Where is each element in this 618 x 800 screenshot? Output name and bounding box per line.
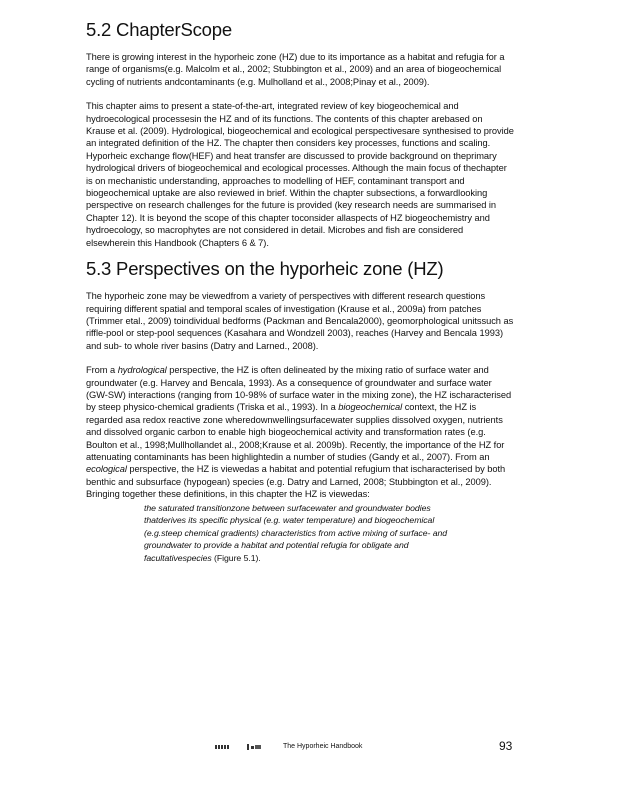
partner-logo-icon	[247, 744, 261, 750]
paragraph-scope-intro: There is growing interest in the hyporheic zone (HZ) due to its importance as a habitat and refugia for a range of organisms(e.g. Malcolm et al., 2002; Stubbington et al., 2009) and an area of biogeochemical cycling of nutrients andcontaminants (e.g. Mulholland et al., 2008;Pinay et al., 2009).	[86, 52, 505, 87]
section-heading-5-3: 5.3 Perspectives on the hyporheic zone (HZ)	[86, 258, 444, 280]
paragraph-perspectives: The hyporheic zone may be viewedfrom a variety of perspectives with different research questions requiring different spatial and temporal scales of investigation (Krause et al., 2009a) from patches (Trimmer etal., 2009) toindividual bedforms (Packman and Bencala2000), geomorphological unitssuch as riffle-pool or step-pool sequences (Kasahara and Wondzell 2003), reaches (Harvey and Bencala 1993) and sub- to whole river basins (Datry and Larned., 2008).	[86, 291, 514, 351]
section-heading-5-2: 5.2 ChapterScope	[86, 19, 232, 40]
paragraph-scope-aims: This chapter aims to present a state-of-the-art, integrated review of key biogeochemical and hydroecological processesin the HZ and of its functions. The contents of this chapter arebased on Krause et al. (2009). Hydrological, biogeochemical and ecological perspectivesare synthesised to provide an integrated definition of the HZ. The chapter then considers key processes, functions and scaling. Hyporheic exchange flow(HEF) and heat transfer are discussed to provide background on theprimary hydrological drivers of biogeochemical and ecological processes. Although the main focus of thechapter is on mechanistic understanding, approaches to modelling of HEF, contaminant transport and biogeochemical uptake are also reviewed in brief. Within the chapter subsections, a forwardlooking perspective on research challenges for the future is provided (key research needs are summarised in Chapter 12). It is beyond the scope of this chapter toconsider allaspects of HZ biogeochemistry and hydroecology, so macrophytes are not considered in detail. Microbes and fish are considered elsewherein this Handbook (Chapters 6 & 7).	[86, 101, 514, 248]
text-run: context, the HZ is regarded asa redox reactive zone wheredownwellingsurfacewater supplies dissolved oxygen, nutrients and dissolved organic carbon to enable high biogeochemical activity and transformation rates (e.g. Boulton et al., 1998;Mullhollandet al., 2008;Krause et al. 2009b). Recently, the importance of the HZ for attenuating contaminants has been highlightedin a number of studies (Gandy et al., 2007). From an	[86, 402, 505, 462]
emphasis-ecological: ecological	[86, 464, 127, 475]
page-number: 93	[499, 739, 513, 753]
text-run: perspective, the HZ is viewedas a habitat and potential refugium that ischaracterised by both benthic and subsurface (hypogean) species (e.g. Datry and Larned, 2008; Stubbington et al., 2009). Bringing together these definitions, in this chapter the HZ is viewedas:	[86, 464, 506, 500]
page-footer	[0, 739, 618, 755]
quote-text: the saturated transitionzone between surfacewater and groundwater bodies thatderives its specific physical (e.g. water temperature) and biogeochemical (e.g.steep chemical gradients) characteristics from active mixing of surface- and groundwater to provide a habitat and potential refugia for obligate and facultativespecies	[144, 502, 448, 563]
text-run: perspective, the HZ is often delineated by the mixing ratio of surface water and groundwater (e.g. Harvey and Bencala, 1993). As a consequence of groundwater and surface water (GW-SW) interactions (ranging from 10-98% of surface water in the mixing zone), the HZ ischaracterised by steep physico-chemical gradients (Triska et al., 1993). In a	[86, 365, 512, 413]
paragraph-definitions	[86, 364, 514, 500]
text-run: From a	[86, 365, 118, 376]
emphasis-biogeochemical: biogeochemical	[338, 402, 403, 413]
footer-brand: The Hyporheic Handbook	[283, 743, 363, 750]
page-body	[86, 16, 514, 564]
emphasis-hydrological: hydrological	[117, 365, 167, 376]
definition-quote	[144, 502, 474, 565]
figure-reference: (Figure 5.1).	[211, 552, 261, 563]
publisher-logo-icon	[215, 744, 229, 750]
